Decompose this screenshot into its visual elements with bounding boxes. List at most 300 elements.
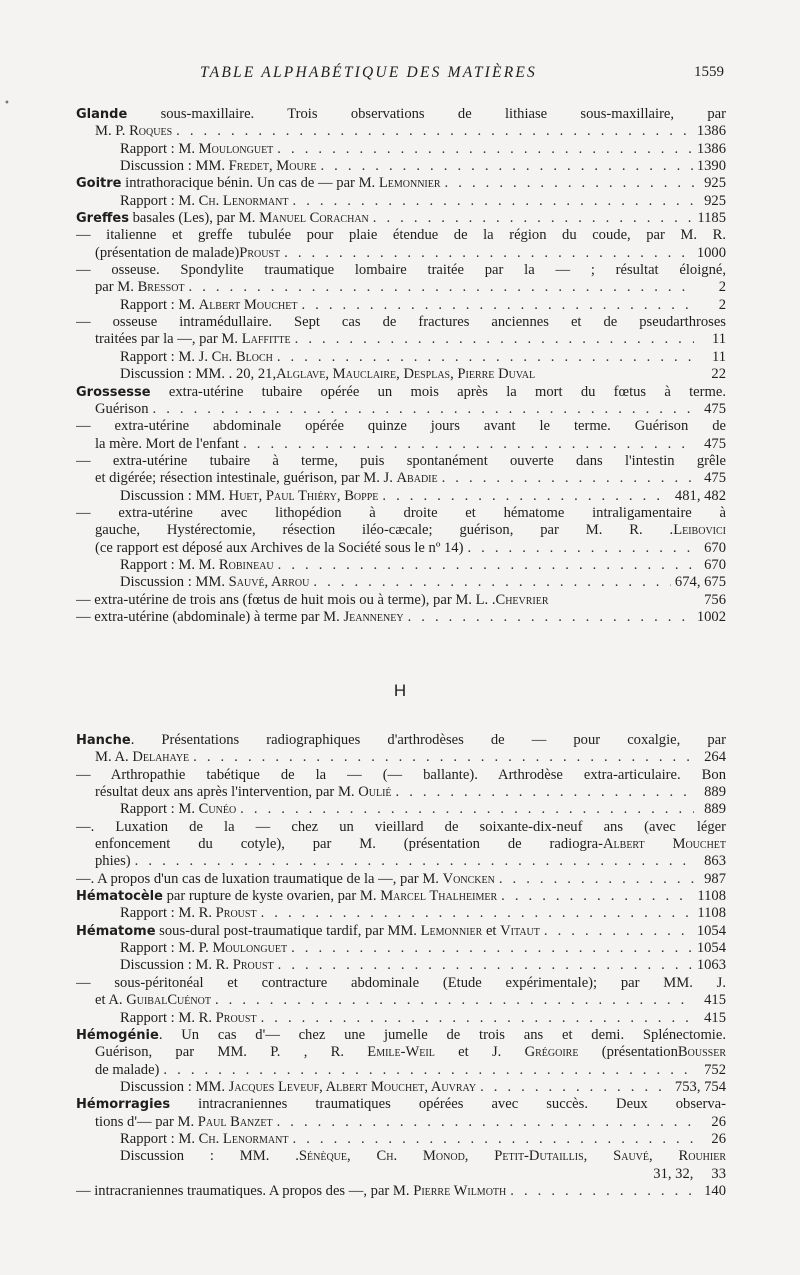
page-reference: 2 bbox=[718, 279, 726, 296]
page-reference: 11 bbox=[711, 348, 726, 365]
dot-leader bbox=[189, 279, 694, 296]
entry-fragment: sous-dural post-traumatique tardif, par MM. bbox=[155, 922, 421, 939]
page-reference: 1108 bbox=[697, 888, 726, 905]
dot-leader bbox=[480, 1079, 671, 1096]
index-entry-line bbox=[76, 141, 726, 158]
entry-text bbox=[76, 975, 726, 991]
entry-fragment: . Un cas d'— chez une jumelle de trois ans et demi. Splénectomie. bbox=[158, 1026, 726, 1043]
dot-leader bbox=[293, 1131, 695, 1148]
entry-headword: Hémogénie bbox=[76, 1027, 159, 1043]
index-entry-line bbox=[76, 819, 726, 836]
author-name: Albert Mouchet bbox=[198, 296, 298, 313]
entry-text bbox=[76, 227, 726, 243]
index-entry-line bbox=[76, 1062, 726, 1079]
dot-leader bbox=[396, 784, 694, 801]
index-entry-line bbox=[76, 801, 726, 818]
author-name: Jacques Leveuf, Albert Mouchet, Auvray bbox=[228, 1078, 477, 1095]
entry-headword: Glande bbox=[76, 107, 128, 122]
entry-text bbox=[120, 957, 274, 974]
page-reference: 1386 bbox=[696, 140, 726, 157]
entry-text bbox=[76, 1096, 726, 1112]
entry-fragment: Rapport : M. bbox=[120, 1130, 199, 1147]
author-name: Laffitte bbox=[241, 331, 291, 348]
author-name: Guibal bbox=[126, 992, 168, 1009]
entry-fragment: traitées par la —, par M. bbox=[95, 331, 242, 348]
index-entry-line bbox=[76, 609, 726, 626]
page-reference: 475 bbox=[704, 470, 726, 487]
entry-text bbox=[120, 193, 289, 210]
dot-leader bbox=[277, 141, 693, 158]
entry-fragment: intracraniennes traumatiques opérées avec succès. Deux observa- bbox=[170, 1096, 726, 1113]
entry-text bbox=[653, 1166, 693, 1183]
entry-text bbox=[120, 1010, 257, 1027]
dot-leader bbox=[261, 905, 694, 922]
entry-fragment: — italienne et greffe tubulée pour plaie étendue de la région du coude, par M. R. bbox=[76, 227, 726, 244]
entry-text bbox=[76, 262, 726, 278]
dot-leader bbox=[277, 1114, 694, 1131]
index-entry-line bbox=[76, 853, 726, 870]
entry-fragment: Guérison bbox=[95, 400, 149, 417]
entry-fragment: tions d'— par M. bbox=[95, 1113, 198, 1130]
entry-text bbox=[95, 470, 438, 487]
entry-fragment: enfoncement du cotyle), par M. bbox=[95, 836, 404, 853]
author-name: Bressot bbox=[137, 279, 185, 296]
dot-leader bbox=[295, 331, 694, 348]
entry-fragment: intrathoracique bénin. Un cas de — par M. bbox=[121, 175, 379, 192]
entry-fragment: Discussion : MM. bbox=[120, 158, 229, 175]
entry-text bbox=[76, 592, 549, 609]
dot-leader bbox=[291, 940, 693, 957]
entry-headword: Hématome bbox=[76, 923, 156, 939]
entry-fragment: — osseuse intramédullaire. Sept cas de fractures anciennes et de pseudarthroses bbox=[76, 314, 726, 331]
entry-text bbox=[120, 488, 378, 505]
entry-text bbox=[95, 331, 291, 348]
page-reference: 1185 bbox=[697, 210, 726, 227]
entry-text bbox=[76, 384, 726, 400]
entry-text bbox=[120, 1148, 726, 1164]
dot-leader bbox=[176, 123, 693, 140]
entry-fragment: — sous-péritonéal et contracture abdominale (Etude expérimentale); par MM. J. bbox=[76, 974, 726, 991]
dot-leader bbox=[135, 853, 694, 870]
index-entry-line bbox=[76, 574, 726, 591]
page-reference: 264 bbox=[704, 749, 726, 766]
page-reference: 481, 482 bbox=[674, 487, 726, 504]
entry-text bbox=[95, 992, 211, 1009]
index-entry-line bbox=[76, 245, 726, 262]
entry-fragment: Rapport : M. R. bbox=[120, 1009, 216, 1026]
entry-fragment: par rupture de kyste ovarien, par M. bbox=[162, 888, 381, 905]
entry-fragment: —. A propos d'un cas de luxation traumatique de la —, par M. bbox=[76, 870, 443, 887]
entry-fragment: . bbox=[491, 591, 496, 608]
page-reference: 475 bbox=[704, 400, 726, 417]
entry-fragment: Discussion : M. R. bbox=[120, 957, 233, 974]
entry-fragment: Rapport : M. bbox=[120, 140, 199, 157]
page-reference: 2 bbox=[718, 296, 726, 313]
entry-text bbox=[76, 453, 726, 469]
entry-fragment: Rapport : M. J. bbox=[120, 348, 212, 365]
author-name: Albert Mouchet bbox=[603, 836, 726, 853]
entry-fragment: M. P. bbox=[95, 123, 130, 140]
entry-text bbox=[76, 210, 369, 227]
entry-fragment: Rapport : M. R. bbox=[120, 905, 216, 922]
entry-headword: Hématocèle bbox=[76, 889, 163, 905]
index-entry-line bbox=[76, 297, 726, 314]
page-reference: 415 bbox=[704, 1009, 726, 1026]
index-entry-headword-line bbox=[76, 106, 726, 123]
entry-fragment: . 20, 21, bbox=[228, 366, 277, 383]
index-entry-line bbox=[76, 1148, 726, 1165]
dot-leader bbox=[278, 557, 694, 574]
entry-text bbox=[95, 1114, 273, 1131]
dot-leader bbox=[510, 1183, 694, 1200]
page-reference: 925 bbox=[704, 192, 726, 209]
index-entry-line bbox=[76, 992, 726, 1009]
author-name: Ch. Bloch bbox=[211, 348, 273, 365]
running-title: TABLE ALPHABÉTIQUE DES MATIÈRES bbox=[200, 64, 537, 81]
author-name: Proust bbox=[215, 905, 257, 922]
page-reference: 987 bbox=[704, 870, 726, 887]
index-entry-line bbox=[76, 592, 726, 609]
entry-text bbox=[95, 401, 149, 418]
entry-fragment: . Présentations radiographiques d'arthrodèses de — pour coxalgie, par bbox=[130, 732, 726, 748]
dot-leader bbox=[382, 488, 671, 505]
author-name: Proust bbox=[239, 244, 281, 261]
index-entry-line bbox=[76, 227, 726, 244]
entry-fragment: (présentation de radiogra- bbox=[403, 836, 603, 853]
author-name: Delahaye bbox=[132, 749, 190, 766]
index-entry-line bbox=[76, 522, 726, 539]
entry-fragment: . bbox=[295, 1148, 299, 1165]
author-name: Cuénot bbox=[167, 992, 211, 1009]
author-name: Manuel Corachan bbox=[259, 210, 369, 227]
dot-leader bbox=[243, 436, 694, 453]
index-entry-line bbox=[76, 975, 726, 992]
page-reference: 26 bbox=[711, 1130, 726, 1147]
page-reference: 1063 bbox=[696, 957, 726, 974]
dot-leader bbox=[442, 470, 694, 487]
entry-fragment: — extra-utérine avec lithopédion à droite et hématome intraligamentaire à bbox=[76, 504, 726, 521]
entry-fragment: et bbox=[482, 922, 501, 939]
entry-text bbox=[95, 540, 463, 557]
entry-fragment: basales (Les), par M. bbox=[128, 210, 260, 227]
index-entry-headword-line bbox=[76, 210, 726, 227]
entry-text bbox=[76, 1183, 506, 1200]
author-name: Lemonnier bbox=[378, 175, 441, 192]
entry-text bbox=[120, 158, 316, 175]
author-name: Ch. Lenormant bbox=[198, 1130, 289, 1147]
entry-text bbox=[95, 123, 172, 140]
entry-fragment: et A. bbox=[95, 992, 127, 1009]
page-reference: 752 bbox=[704, 1061, 726, 1078]
index-entry-line bbox=[76, 905, 726, 922]
author-name: Oulié bbox=[358, 784, 392, 801]
author-name: Chevrier bbox=[495, 591, 549, 608]
entry-fragment: — extra-utérine de trois ans (fœtus de huit mois ou à terme), par M. L. bbox=[76, 591, 492, 608]
entry-fragment: 31, 32, bbox=[653, 1165, 694, 1182]
dot-leader bbox=[284, 245, 693, 262]
index-entry-line bbox=[76, 1044, 726, 1061]
author-name: Alglave, Mauclaire, Desplas, Pierre Duval bbox=[276, 366, 536, 383]
entry-text bbox=[76, 505, 726, 521]
entry-text bbox=[95, 853, 131, 870]
page-reference: 33 bbox=[711, 1165, 726, 1182]
author-name: Grégoire bbox=[524, 1044, 579, 1061]
entry-fragment: — extra-utérine abdominale opérée quinze jours avant le terme. Guérison de bbox=[76, 418, 726, 435]
entry-fragment: de malade) bbox=[95, 1061, 160, 1078]
entry-fragment: Discussion : MM. bbox=[120, 487, 229, 504]
page-reference: 11 bbox=[711, 331, 726, 348]
entry-text bbox=[120, 349, 273, 366]
dot-leader bbox=[499, 871, 694, 888]
entry-text bbox=[120, 141, 273, 158]
page-reference: 756 bbox=[704, 591, 726, 608]
entry-fragment: la mère. Mort de l'enfant bbox=[95, 435, 240, 452]
entry-fragment: Rapport : M. bbox=[120, 192, 199, 209]
index-entry-line bbox=[76, 957, 726, 974]
entry-fragment: par M. bbox=[95, 279, 138, 296]
entry-fragment: Guérison, par MM. P. bbox=[95, 1044, 304, 1061]
entry-text bbox=[120, 801, 236, 818]
page-reference: 140 bbox=[704, 1182, 726, 1199]
index-entry-headword-line bbox=[76, 175, 726, 192]
dot-leader bbox=[163, 1062, 694, 1079]
entry-fragment: (ce rapport est déposé aux Archives de la Société sous le nº 14) bbox=[95, 539, 464, 556]
page-reference: 1108 bbox=[697, 905, 726, 922]
author-name: Robineau bbox=[218, 556, 274, 573]
entry-fragment: — extra-utérine (abdominale) à terme par M. bbox=[76, 608, 344, 625]
entry-text bbox=[76, 888, 497, 905]
author-name: Jeanneney bbox=[343, 608, 404, 625]
entry-text bbox=[95, 1044, 726, 1060]
entry-text bbox=[95, 436, 239, 453]
entry-fragment: . bbox=[669, 522, 674, 539]
page-reference: 1390 bbox=[696, 158, 726, 175]
author-name: Voncken bbox=[442, 870, 495, 887]
entry-fragment: (présentation de malade) bbox=[95, 244, 240, 261]
page-reference: 415 bbox=[704, 992, 726, 1009]
entry-fragment: , R. bbox=[303, 1044, 368, 1061]
author-name: Pierre Wilmoth bbox=[413, 1182, 507, 1199]
entry-headword: Greffes bbox=[76, 211, 129, 227]
dot-leader bbox=[193, 749, 694, 766]
index-section-h bbox=[76, 732, 726, 1200]
entry-fragment: — Arthropathie tabétique de la — (— ballante). Arthrodèse extra-articulaire. Bon bbox=[76, 766, 726, 783]
margin-mark: • bbox=[4, 98, 10, 109]
entry-fragment: (présentation bbox=[578, 1044, 678, 1061]
entry-text bbox=[76, 871, 495, 888]
index-entry-line bbox=[76, 1131, 726, 1148]
entry-headword: Hémorragies bbox=[76, 1097, 171, 1113]
page-reference: 1054 bbox=[696, 922, 726, 939]
page-reference: 1054 bbox=[696, 940, 726, 957]
dot-leader bbox=[467, 540, 694, 557]
entry-text bbox=[76, 767, 726, 783]
entry-text bbox=[120, 366, 535, 383]
entry-headword: Hanche bbox=[76, 733, 131, 748]
page-reference: 1000 bbox=[696, 244, 726, 261]
index-entry-line bbox=[76, 453, 726, 470]
author-name: Vitaut bbox=[500, 922, 540, 939]
entry-fragment: — intracraniennes traumatiques. A propos des —, par M. bbox=[76, 1182, 414, 1199]
dot-leader bbox=[261, 1010, 694, 1027]
dot-leader bbox=[445, 175, 694, 192]
author-name: Paul Banzet bbox=[197, 1113, 273, 1130]
dot-leader bbox=[153, 401, 694, 418]
page-reference: 670 bbox=[704, 539, 726, 556]
index-entry-line bbox=[76, 366, 726, 383]
index-entry-line bbox=[76, 1183, 726, 1200]
entry-headword: Goitre bbox=[76, 176, 122, 192]
index-entry-line bbox=[76, 401, 726, 418]
page-reference: 889 bbox=[704, 801, 726, 818]
entry-fragment: Rapport : M. bbox=[120, 296, 199, 313]
page-header bbox=[0, 64, 800, 86]
index-entry-line bbox=[76, 1114, 726, 1131]
dot-leader bbox=[301, 297, 694, 314]
index-entry-line bbox=[76, 123, 726, 140]
index-entry-headword-line bbox=[76, 923, 726, 940]
entry-text bbox=[76, 923, 540, 940]
entry-text bbox=[76, 1027, 726, 1043]
page-reference: 925 bbox=[704, 175, 726, 192]
entry-fragment: sous-maxillaire. Trois observations de lithiase sous-maxillaire, par bbox=[127, 106, 726, 122]
author-name: Marcel Thalheimer bbox=[380, 888, 498, 905]
index-entry-line bbox=[76, 540, 726, 557]
index-entry-headword-line bbox=[76, 1096, 726, 1113]
index-entry-line bbox=[76, 418, 726, 435]
dot-leader bbox=[501, 888, 693, 905]
entry-fragment: Rapport : M. M. bbox=[120, 556, 219, 573]
author-name: Ch. Lenormant bbox=[198, 192, 289, 209]
index-section-g bbox=[76, 106, 726, 626]
dot-leader bbox=[408, 609, 693, 626]
page-reference: 670 bbox=[704, 556, 726, 573]
entry-fragment: gauche, Hystérectomie, résection iléo-cæcale; guérison, par M. R. bbox=[95, 522, 670, 539]
index-entry-line bbox=[76, 158, 726, 175]
author-name: Abadie bbox=[396, 470, 438, 487]
entry-fragment: résultat deux ans après l'intervention, par M. bbox=[95, 784, 359, 801]
author-name: Proust bbox=[232, 957, 274, 974]
entry-fragment: Discussion : MM. bbox=[120, 1148, 296, 1165]
entry-text bbox=[95, 245, 280, 262]
index-entry-line bbox=[76, 470, 726, 487]
page-reference: 674, 675 bbox=[674, 574, 726, 591]
page-reference: 1386 bbox=[696, 123, 726, 140]
entry-fragment: phies) bbox=[95, 853, 131, 870]
index-entry-line bbox=[76, 767, 726, 784]
page-number: 1559 bbox=[694, 64, 724, 80]
entry-fragment: Rapport : M. bbox=[120, 801, 199, 818]
index-entry-line bbox=[76, 749, 726, 766]
entry-headword: Grossesse bbox=[76, 384, 151, 400]
entry-fragment: — osseuse. Spondylite traumatique lombaire traitée par la — ; résultat éloigné, bbox=[76, 262, 726, 279]
entry-text bbox=[95, 784, 392, 801]
dot-leader bbox=[277, 349, 694, 366]
dot-leader bbox=[240, 801, 694, 818]
entry-text bbox=[76, 314, 726, 330]
page-reference: 863 bbox=[704, 853, 726, 870]
author-name: Cunéo bbox=[198, 801, 237, 818]
index-entry-headword-line bbox=[76, 732, 726, 749]
entry-fragment: et J. bbox=[434, 1044, 525, 1061]
dot-leader bbox=[278, 957, 693, 974]
index-entry-line bbox=[76, 505, 726, 522]
dot-leader bbox=[320, 158, 692, 175]
author-name: Moulonguet bbox=[198, 140, 274, 157]
author-name: Proust bbox=[215, 1009, 257, 1026]
entry-fragment: et digérée; résection intestinale, guérison, par M. J. bbox=[95, 470, 397, 487]
author-name: Fredet, Moure bbox=[228, 158, 317, 175]
index-entry-line bbox=[76, 488, 726, 505]
entry-text bbox=[95, 1062, 159, 1079]
entry-fragment: Discussion : MM. bbox=[120, 1078, 229, 1095]
entry-text bbox=[120, 1131, 289, 1148]
index-entry-line bbox=[76, 836, 726, 853]
index-entry-line bbox=[76, 314, 726, 331]
page-reference: 1002 bbox=[696, 608, 726, 625]
entry-text bbox=[76, 106, 726, 122]
entry-fragment: — extra-utérine tubaire à terme, puis spontanément ouverte dans l'intestin grêle bbox=[76, 452, 726, 469]
entry-text bbox=[76, 609, 404, 626]
page-reference: 753, 754 bbox=[674, 1078, 726, 1095]
author-name: Lemonnier bbox=[420, 922, 483, 939]
index-entry-line bbox=[76, 1010, 726, 1027]
author-name: Bousser bbox=[677, 1044, 726, 1061]
entry-fragment: Rapport : M. P. bbox=[120, 940, 213, 957]
entry-text bbox=[76, 175, 441, 192]
author-name: Moulonguet bbox=[212, 940, 288, 957]
entry-text bbox=[120, 297, 297, 314]
dot-leader bbox=[215, 992, 694, 1009]
index-entry-line bbox=[76, 940, 726, 957]
author-name: Sénèque, Ch. Monod, Petit-Dutaillis, Sauvé, Rouhier bbox=[298, 1148, 726, 1165]
index-entry-line bbox=[76, 262, 726, 279]
entry-text bbox=[120, 905, 257, 922]
index-entry-headword-line bbox=[76, 888, 726, 905]
entry-text bbox=[76, 732, 726, 748]
entry-fragment: extra-utérine tubaire opérée un mois après la mort du fœtus à terme. bbox=[150, 383, 726, 400]
index-entry-headword-line bbox=[76, 1027, 726, 1044]
entry-fragment: Discussion : MM. bbox=[120, 574, 229, 591]
dot-leader bbox=[373, 210, 694, 227]
index-entry-line bbox=[76, 331, 726, 348]
entry-text bbox=[95, 522, 726, 538]
entry-text bbox=[76, 819, 726, 835]
index-entry-line bbox=[76, 436, 726, 453]
index-entry-line bbox=[76, 557, 726, 574]
index-entry-line bbox=[76, 193, 726, 210]
entry-fragment: M. A. bbox=[95, 749, 133, 766]
author-name: Sauvé, Arrou bbox=[228, 574, 310, 591]
author-name: Leibovici bbox=[673, 522, 726, 539]
entry-text bbox=[95, 749, 189, 766]
dot-leader bbox=[313, 574, 671, 591]
index-entry-line bbox=[76, 871, 726, 888]
entry-text bbox=[120, 940, 287, 957]
section-letter-heading: H bbox=[393, 681, 407, 700]
author-name: Emile-Weil bbox=[367, 1044, 435, 1061]
entry-text bbox=[76, 418, 726, 434]
page-reference: 889 bbox=[704, 784, 726, 801]
page-reference: 475 bbox=[704, 435, 726, 452]
page-reference: 22 bbox=[711, 366, 726, 383]
index-entry-line bbox=[76, 279, 726, 296]
index-entry-line bbox=[76, 349, 726, 366]
entry-text bbox=[95, 836, 726, 852]
dot-leader bbox=[544, 923, 693, 940]
dot-leader bbox=[293, 193, 695, 210]
index-entry-line bbox=[76, 1079, 726, 1096]
